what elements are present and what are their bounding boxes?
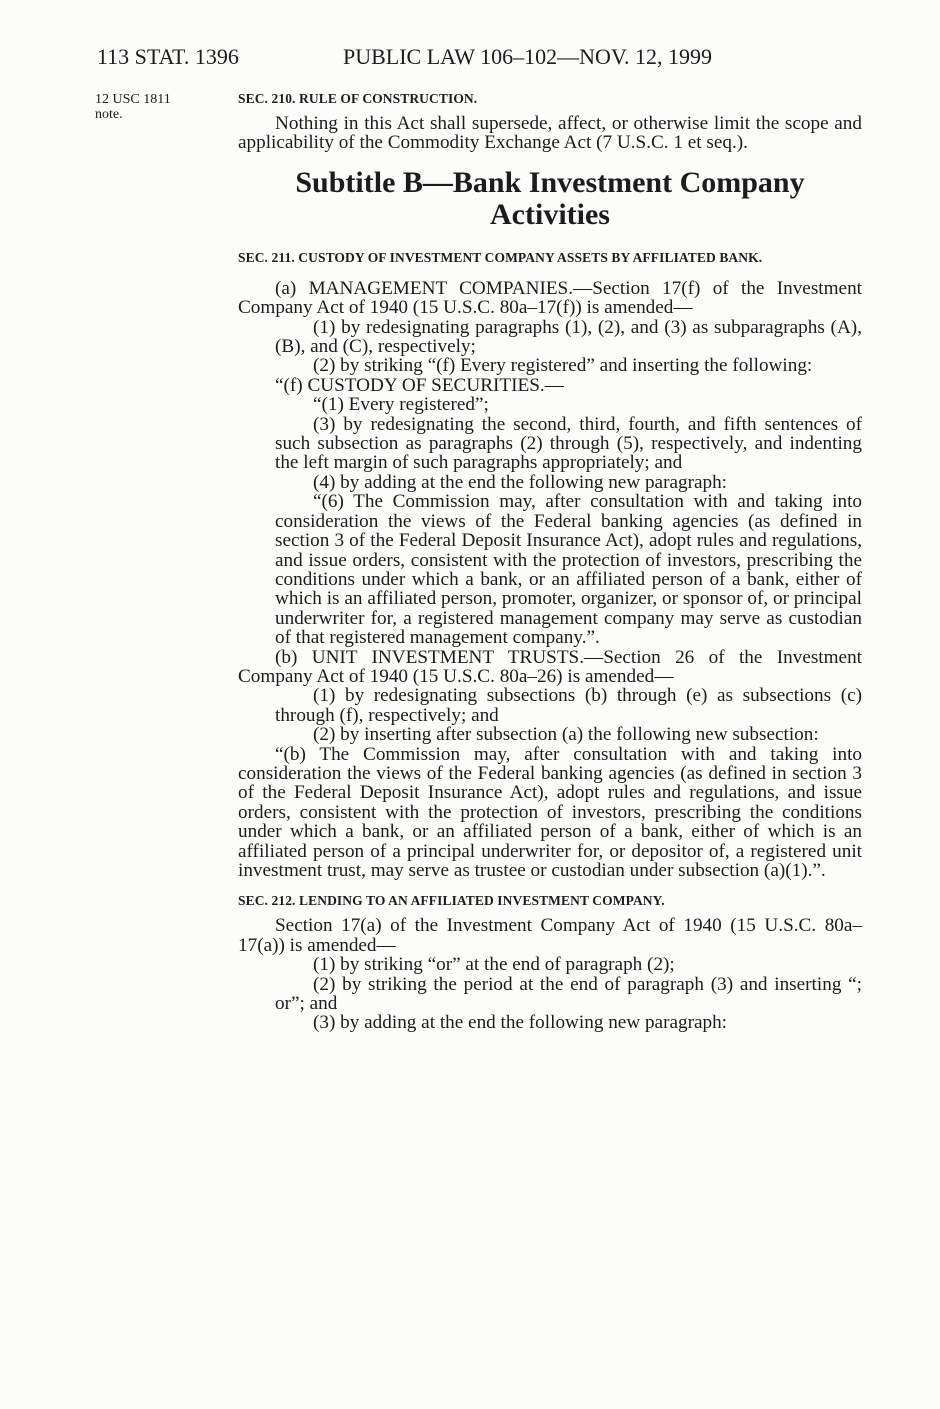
section-211-b-intro: (b) UNIT INVESTMENT TRUSTS.—Section 26 of the Investment Company Act of 1940 (15 U.S.C. 80a–26) is amended— — [238, 646, 862, 687]
margin-note-citation: 12 USC 1811 — [95, 92, 171, 107]
section-211-a-4-quote: “(6) The Commission may, after consultation with and taking into consideration the views of the Federal banking agencies (as defined in section 3 of the Federal Deposit Insurance Act), adopt rules and regulations, and issue orders, consistent with the protection of investors, prescribing the conditions under which a bank, or an affiliated person of a bank, either of which is an affiliated person, promoter, organizer, or sponsor of, or principal underwriter for, a registered management company may serve as custodian of that registered management company.”. — [275, 491, 862, 649]
section-211-a-2-quote-1: “(f) CUSTODY OF SECURITIES.— — [275, 374, 564, 396]
section-211-a-intro: (a) MANAGEMENT COMPANIES.—Section 17(f) of the Investment Company Act of 1940 (15 U.S.C. 80a–17(f)) is amended— — [238, 277, 862, 319]
section-211-b-2: (2) by inserting after subsection (a) the following new subsection: — [313, 724, 819, 746]
subtitle-line-1: Subtitle B—Bank Investment Company — [295, 165, 805, 199]
section-211-a-3: (3) by redesignating the second, third, fourth, and fifth sentences of such subsection as paragraphs (2) through (5), respectively, and indenting the left margin of such paragraphs appropriately; and — [275, 413, 862, 474]
section-211-a-1: (1) by redesignating paragraphs (1), (2), and (3) as subparagraphs (A), (B), and (C), respectively; — [275, 316, 862, 358]
section-211-b-1: (1) by redesignating subsections (b) through (e) as subsections (c) through (f), respectively; and — [275, 685, 862, 726]
document-body — [238, 90, 862, 1033]
section-212-p3: (3) by adding at the end the following new paragraph: — [313, 1012, 728, 1034]
section-212-p2: (2) by striking the period at the end of paragraph (3) and inserting “; or”; and — [275, 973, 862, 1015]
section-211-a-2-quote-2: “(1) Every registered”; — [313, 394, 489, 416]
running-header: PUBLIC LAW 106–102—NOV. 12, 1999 — [343, 44, 712, 69]
section-212-heading: SEC. 212. LENDING TO AN AFFILIATED INVESTMENT COMPANY. — [238, 893, 665, 909]
section-210-text: Nothing in this Act shall supersede, affect, or otherwise limit the scope and applicability of the Commodity Exchange Act (7 U.S.C. 1 et seq.). — [238, 113, 862, 154]
margin-note — [95, 92, 171, 122]
section-212-p1: (1) by striking “or” at the end of paragraph (2); — [313, 954, 675, 976]
section-211-heading: SEC. 211. CUSTODY OF INVESTMENT COMPANY ASSETS BY AFFILIATED BANK. — [238, 249, 763, 265]
stat-page-number: 113 STAT. 1396 — [97, 44, 239, 69]
section-210-heading: SEC. 210. RULE OF CONSTRUCTION. — [238, 91, 478, 106]
subtitle-line-2: Activities — [490, 197, 610, 231]
subtitle-heading — [238, 167, 862, 231]
section-211-b-2-quote: “(b) The Commission may, after consultation with and taking into consideration the views of the Federal banking agencies (as defined in section 3 of the Federal Deposit Insurance Act), adopt rules and regulations, and issue orders, consistent with the protection of investors, prescribing the conditions under which a bank, or an affiliated person of a bank, either of which is an affiliated person of a principal underwriter for, or depositor of, a registered unit investment trust, may serve as trustee or custodian under subsection (a)(1).”. — [238, 743, 862, 881]
section-211-a-2: (2) by striking “(f) Every registered” and inserting the following: — [313, 355, 813, 377]
section-211-a-4: (4) by adding at the end the following new paragraph: — [313, 471, 728, 493]
section-212-intro: Section 17(a) of the Investment Company Act of 1940 (15 U.S.C. 80a–17(a)) is amended— — [238, 915, 862, 956]
margin-note-label: note. — [95, 107, 123, 122]
